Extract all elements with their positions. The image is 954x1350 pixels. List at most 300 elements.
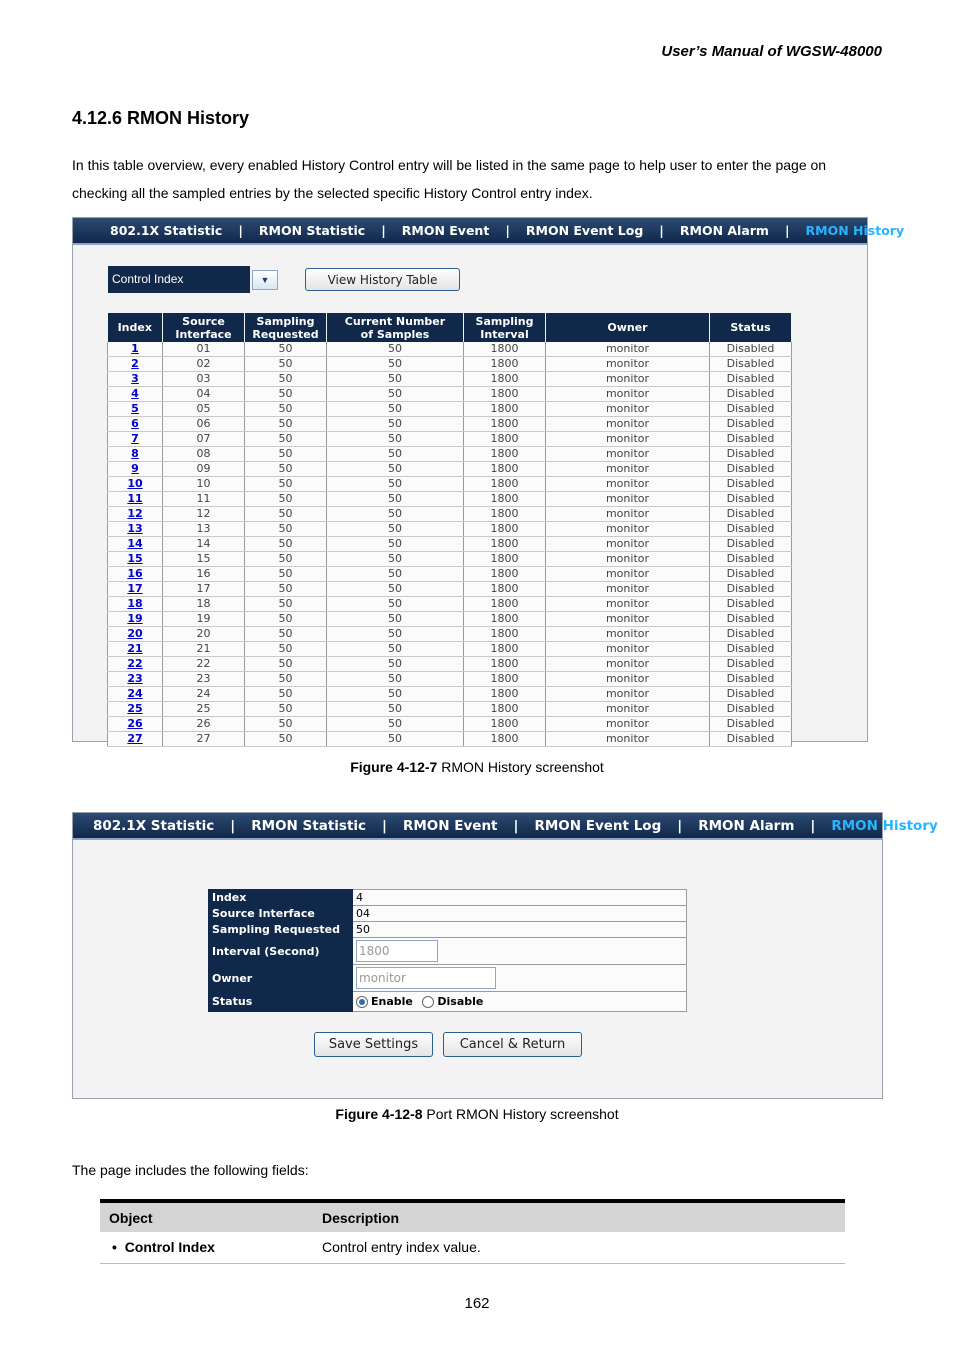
index-link[interactable]: 22 [127, 657, 143, 671]
nav-tab-rmon-statistic[interactable]: RMON Statistic [251, 817, 367, 834]
col-header: Source Interface [163, 313, 245, 342]
nav-separator: | [505, 223, 510, 238]
col-header: Index [108, 313, 163, 342]
port-rmon-history-screenshot [72, 812, 938, 1099]
table-cell: 50 [327, 447, 464, 462]
table-cell: Disabled [710, 717, 792, 732]
nav-separator: | [382, 817, 387, 834]
nav-tab-rmon-alarm[interactable]: RMON Alarm [679, 223, 769, 238]
nav-tab-rmon-statistic[interactable]: RMON Statistic [258, 223, 366, 238]
index-link-cell[interactable] [108, 402, 163, 417]
index-link[interactable]: 24 [127, 687, 143, 701]
table-cell: 20 [163, 627, 245, 642]
table-cell: monitor [546, 537, 710, 552]
table-cell: Disabled [710, 507, 792, 522]
index-link[interactable]: 26 [127, 717, 143, 731]
table-cell: 50 [245, 537, 327, 552]
table-cell: 50 [327, 657, 464, 672]
table-cell: 50 [327, 612, 464, 627]
table-cell: monitor [546, 702, 710, 717]
table-cell: Disabled [710, 342, 792, 357]
table-cell: 05 [163, 402, 245, 417]
index-link-cell[interactable] [108, 702, 163, 717]
cancel-return-button[interactable]: Cancel & Return [443, 1032, 582, 1057]
table-cell: 23 [163, 672, 245, 687]
table-cell: 50 [327, 627, 464, 642]
table-cell: 50 [327, 597, 464, 612]
table-cell: 50 [245, 657, 327, 672]
nav-tab-rmon-event-log[interactable]: RMON Event Log [525, 223, 644, 238]
index-link[interactable]: 20 [127, 627, 143, 641]
table-cell: Disabled [710, 657, 792, 672]
index-link-cell[interactable] [108, 432, 163, 447]
table-cell: 50 [245, 507, 327, 522]
table-cell: Disabled [710, 522, 792, 537]
index-link[interactable]: 21 [127, 642, 143, 656]
table-cell: 07 [163, 432, 245, 447]
index-link[interactable]: 8 [131, 447, 139, 461]
table-cell: Disabled [710, 567, 792, 582]
table-cell: 04 [163, 387, 245, 402]
index-link[interactable]: 9 [131, 462, 139, 476]
object-description: Control entry index value. [313, 1232, 845, 1263]
table-cell: 1800 [464, 477, 546, 492]
table-cell: 1800 [464, 537, 546, 552]
index-link[interactable]: 16 [127, 567, 143, 581]
nav-separator: | [513, 817, 519, 834]
nav-separator: | [677, 817, 683, 834]
table-row [108, 387, 792, 402]
table-cell: 1800 [464, 627, 546, 642]
control-index-label: Control Index [108, 266, 250, 293]
table-cell: monitor [546, 627, 710, 642]
status-label: Status [209, 992, 353, 1012]
table-cell: 1800 [464, 552, 546, 567]
index-link-cell[interactable] [108, 642, 163, 657]
index-link-cell[interactable] [108, 492, 163, 507]
table-cell: Disabled [710, 582, 792, 597]
table-cell: Disabled [710, 357, 792, 372]
figure-caption-1 [0, 759, 954, 775]
table-cell: 50 [327, 732, 464, 747]
index-link[interactable]: 25 [127, 702, 143, 716]
table-cell: Disabled [710, 402, 792, 417]
index-link-cell[interactable] [108, 612, 163, 627]
table-cell: 50 [245, 447, 327, 462]
index-link[interactable]: 13 [127, 522, 143, 536]
interval-label: Interval (Second) [209, 938, 353, 965]
table-row [108, 417, 792, 432]
table-cell: 08 [163, 447, 245, 462]
table-cell: 50 [327, 492, 464, 507]
table-cell: monitor [546, 672, 710, 687]
nav-tab-rmon-event[interactable]: RMON Event [401, 223, 490, 238]
table-cell: 50 [327, 672, 464, 687]
table-cell: 50 [327, 567, 464, 582]
table-row [108, 672, 792, 687]
col-header: Sampling Interval [464, 313, 546, 342]
enable-radio[interactable] [356, 996, 368, 1008]
table-cell: 1800 [464, 522, 546, 537]
table-cell: 50 [327, 462, 464, 477]
table-cell: monitor [546, 582, 710, 597]
nav-separator: | [238, 223, 243, 238]
table-cell: 09 [163, 462, 245, 477]
nav-bar [73, 218, 905, 245]
table-cell: 50 [327, 342, 464, 357]
nav-tab-802-1x-statistic[interactable]: 802.1X Statistic [93, 817, 215, 834]
nav-bar [73, 813, 938, 840]
nav-separator: | [230, 817, 236, 834]
table-cell: monitor [546, 447, 710, 462]
nav-tab-rmon-history[interactable]: RMON History [805, 223, 905, 238]
index-link-cell[interactable] [108, 507, 163, 522]
table-cell: 24 [163, 687, 245, 702]
rmon-history-screenshot [72, 217, 905, 746]
object-name: Control Index [124, 1239, 215, 1255]
table-cell: 50 [245, 357, 327, 372]
index-link-cell[interactable] [108, 657, 163, 672]
table-cell: 50 [327, 372, 464, 387]
index-link[interactable]: 7 [131, 432, 139, 446]
table-cell: 1800 [464, 417, 546, 432]
table-cell: 02 [163, 357, 245, 372]
table-cell: Disabled [710, 597, 792, 612]
table-cell: 50 [245, 552, 327, 567]
table-cell: 17 [163, 582, 245, 597]
table-cell: monitor [546, 552, 710, 567]
index-link[interactable]: 23 [127, 672, 143, 686]
table-row [108, 627, 792, 642]
table-cell: 06 [163, 417, 245, 432]
table-cell: monitor [546, 342, 710, 357]
table-cell: 1800 [464, 717, 546, 732]
index-value: 4 [353, 890, 687, 906]
table-cell: 21 [163, 642, 245, 657]
table-cell: 1800 [464, 357, 546, 372]
index-link[interactable]: 11 [127, 492, 143, 506]
col-header: Sampling Requested [245, 313, 327, 342]
index-link-cell[interactable] [108, 417, 163, 432]
index-link[interactable]: 4 [131, 387, 139, 401]
caption-label: Figure 4-12-8 [335, 1106, 423, 1122]
table-row [108, 537, 792, 552]
table-row [108, 357, 792, 372]
index-link[interactable]: 27 [127, 732, 143, 746]
table-cell: monitor [546, 507, 710, 522]
save-settings-button[interactable]: Save Settings [314, 1032, 433, 1057]
nav-tab-rmon-event[interactable]: RMON Event [402, 817, 498, 834]
table-cell: 50 [245, 492, 327, 507]
table-cell: 19 [163, 612, 245, 627]
page-number: 162 [464, 1295, 490, 1312]
col-header: Status [710, 313, 792, 342]
nav-tab-rmon-alarm[interactable]: RMON Alarm [698, 817, 795, 834]
table-row [108, 732, 792, 747]
table-cell: 13 [163, 522, 245, 537]
table-row [108, 432, 792, 447]
table-cell: 12 [163, 507, 245, 522]
table-cell: Disabled [710, 432, 792, 447]
index-link[interactable]: 14 [127, 537, 143, 551]
index-link-cell[interactable] [108, 672, 163, 687]
table-cell: 10 [163, 477, 245, 492]
table-cell: 50 [245, 387, 327, 402]
index-link[interactable]: 5 [131, 402, 139, 416]
index-link[interactable]: 2 [131, 357, 139, 371]
table-cell: Disabled [710, 387, 792, 402]
table-row [108, 507, 792, 522]
table-cell: Disabled [710, 672, 792, 687]
table-cell: 50 [245, 642, 327, 657]
index-link[interactable]: 10 [127, 477, 143, 491]
section-title: 4.12.6 RMON History [72, 108, 250, 128]
table-cell: 14 [163, 537, 245, 552]
nav-tab-rmon-history[interactable]: RMON History [831, 817, 938, 834]
table-cell: 50 [245, 417, 327, 432]
control-index-select[interactable] [252, 270, 278, 290]
table-cell: 1800 [464, 402, 546, 417]
table-row [108, 462, 792, 477]
index-link-cell[interactable] [108, 522, 163, 537]
table-cell: monitor [546, 357, 710, 372]
table-cell: Disabled [710, 537, 792, 552]
table-row [108, 612, 792, 627]
table-cell: 50 [327, 702, 464, 717]
index-link-cell[interactable] [108, 447, 163, 462]
control-index-row [108, 266, 460, 293]
table-cell: 1800 [464, 462, 546, 477]
table-cell: 1800 [464, 597, 546, 612]
index-link-cell[interactable] [108, 567, 163, 582]
table-cell: 11 [163, 492, 245, 507]
table-cell: 50 [245, 522, 327, 537]
table-cell: 1800 [464, 732, 546, 747]
table-cell: 1800 [464, 432, 546, 447]
table-cell: 1800 [464, 492, 546, 507]
table-row [108, 477, 792, 492]
table-cell: 01 [163, 342, 245, 357]
figure-caption-2 [0, 1106, 954, 1122]
table-cell: 50 [245, 402, 327, 417]
table-cell: 03 [163, 372, 245, 387]
index-link-cell[interactable] [108, 372, 163, 387]
table-cell: 1800 [464, 672, 546, 687]
sampling-requested-label: Sampling Requested [209, 922, 353, 938]
table-cell: 50 [245, 477, 327, 492]
description-header: Description [313, 1201, 845, 1232]
table-cell: monitor [546, 492, 710, 507]
table-cell: Disabled [710, 447, 792, 462]
table-cell: 26 [163, 717, 245, 732]
history-table [107, 313, 792, 747]
table-cell: 50 [327, 537, 464, 552]
caption-label: Figure 4-12-7 [350, 759, 438, 775]
table-cell: 50 [327, 387, 464, 402]
table-row [108, 552, 792, 567]
table-cell: 50 [245, 672, 327, 687]
table-cell: 18 [163, 597, 245, 612]
index-link[interactable]: 1 [131, 342, 139, 356]
table-cell: 50 [327, 642, 464, 657]
table-cell: Disabled [710, 687, 792, 702]
table-cell: monitor [546, 567, 710, 582]
table-cell: 50 [245, 612, 327, 627]
table-cell: Disabled [710, 417, 792, 432]
table-row [108, 492, 792, 507]
table-cell: Disabled [710, 552, 792, 567]
table-cell: 50 [327, 402, 464, 417]
table-row [108, 342, 792, 357]
table-cell: 50 [245, 462, 327, 477]
table-cell: Disabled [710, 612, 792, 627]
table-cell: 50 [327, 717, 464, 732]
table-cell: 50 [327, 687, 464, 702]
table-cell: 50 [327, 477, 464, 492]
index-link-cell[interactable] [108, 687, 163, 702]
table-row [108, 597, 792, 612]
table-cell: 50 [327, 522, 464, 537]
index-link-cell[interactable] [108, 627, 163, 642]
index-link[interactable]: 18 [127, 597, 143, 611]
table-cell: Disabled [710, 492, 792, 507]
index-link-cell[interactable] [108, 552, 163, 567]
source-interface-value: 04 [353, 906, 687, 922]
nav-tab-802-1x-statistic[interactable]: 802.1X Statistic [110, 223, 223, 238]
table-cell: 50 [327, 432, 464, 447]
history-form [208, 889, 687, 1012]
table-cell: monitor [546, 642, 710, 657]
index-link-cell[interactable] [108, 462, 163, 477]
table-row [108, 402, 792, 417]
index-link[interactable]: 12 [127, 507, 143, 521]
table-row [108, 687, 792, 702]
table-cell: 1800 [464, 567, 546, 582]
table-cell: 50 [245, 732, 327, 747]
table-cell: monitor [546, 462, 710, 477]
table-cell: 16 [163, 567, 245, 582]
table-cell: 50 [245, 567, 327, 582]
index-link[interactable]: 17 [127, 582, 143, 596]
table-row [108, 702, 792, 717]
table-cell: 1800 [464, 657, 546, 672]
table-cell: monitor [546, 372, 710, 387]
table-cell: 50 [327, 357, 464, 372]
index-link[interactable]: 15 [127, 552, 143, 566]
table-cell: monitor [546, 477, 710, 492]
table-row [100, 1232, 845, 1263]
table-cell: 50 [245, 717, 327, 732]
index-link[interactable]: 19 [127, 612, 143, 626]
table-cell: 1800 [464, 612, 546, 627]
index-link-cell[interactable] [108, 597, 163, 612]
nav-tab-rmon-event-log[interactable]: RMON Event Log [534, 817, 662, 834]
chevron-down-icon: ▼ [260, 274, 270, 285]
source-interface-label: Source Interface [209, 906, 353, 922]
table-cell: Disabled [710, 627, 792, 642]
table-cell: 50 [327, 417, 464, 432]
table-cell: monitor [546, 687, 710, 702]
index-link-cell[interactable] [108, 732, 163, 747]
caption-text: RMON History screenshot [437, 759, 604, 775]
table-cell: 50 [245, 342, 327, 357]
index-link-cell[interactable] [108, 387, 163, 402]
table-cell: 1800 [464, 582, 546, 597]
index-link-cell[interactable] [108, 582, 163, 597]
table-cell: monitor [546, 657, 710, 672]
col-header: Current Number of Samples [327, 313, 464, 342]
table-cell: monitor [546, 717, 710, 732]
fields-intro: The page includes the following fields: [72, 1162, 309, 1178]
index-label: Index [209, 890, 353, 906]
table-cell: Disabled [710, 702, 792, 717]
table-cell: 50 [327, 507, 464, 522]
index-link-cell[interactable] [108, 342, 163, 357]
table-cell: 27 [163, 732, 245, 747]
table-cell: 15 [163, 552, 245, 567]
table-cell: 1800 [464, 687, 546, 702]
table-cell: 1800 [464, 342, 546, 357]
col-header: Owner [546, 313, 710, 342]
table-cell: Disabled [710, 477, 792, 492]
table-row [108, 567, 792, 582]
table-cell: 1800 [464, 702, 546, 717]
table-cell: monitor [546, 612, 710, 627]
view-history-table-button[interactable]: View History Table [305, 268, 460, 291]
table-cell: 1800 [464, 387, 546, 402]
table-row [108, 717, 792, 732]
nav-separator: | [381, 223, 386, 238]
table-cell: 1800 [464, 372, 546, 387]
disable-radio[interactable] [422, 996, 434, 1008]
table-cell: monitor [546, 732, 710, 747]
table-cell: 50 [327, 582, 464, 597]
table-cell: 25 [163, 702, 245, 717]
index-link-cell[interactable] [108, 357, 163, 372]
table-cell: monitor [546, 387, 710, 402]
nav-separator: | [810, 817, 816, 834]
caption-text: Port RMON History screenshot [422, 1106, 619, 1122]
table-cell: 1800 [464, 447, 546, 462]
interval-input[interactable]: 1800 [356, 940, 438, 962]
sampling-requested-value: 50 [353, 922, 687, 938]
table-cell: monitor [546, 417, 710, 432]
table-cell: 22 [163, 657, 245, 672]
table-cell: 50 [245, 702, 327, 717]
index-link[interactable]: 3 [131, 372, 139, 386]
table-row [108, 582, 792, 597]
table-row [108, 657, 792, 672]
manual-header: User’s Manual of WGSW-48000 [661, 43, 882, 60]
enable-label: Enable [371, 995, 413, 1009]
index-link-cell[interactable] [108, 477, 163, 492]
table-cell: 50 [245, 597, 327, 612]
index-link-cell[interactable] [108, 537, 163, 552]
index-link[interactable]: 6 [131, 417, 139, 431]
table-cell: monitor [546, 402, 710, 417]
table-row [108, 447, 792, 462]
table-row [108, 522, 792, 537]
table-row [108, 372, 792, 387]
table-cell: Disabled [710, 372, 792, 387]
table-cell: 50 [245, 372, 327, 387]
index-link-cell[interactable] [108, 717, 163, 732]
disable-label: Disable [437, 995, 484, 1009]
table-cell: Disabled [710, 642, 792, 657]
intro-paragraph: In this table overview, every enabled History Control entry will be listed in the same page to help user to enter the page on checking all the sampled entries by the selected specific History Control entry index. [72, 157, 827, 201]
nav-separator: | [784, 223, 790, 238]
owner-input[interactable]: monitor [356, 967, 496, 989]
